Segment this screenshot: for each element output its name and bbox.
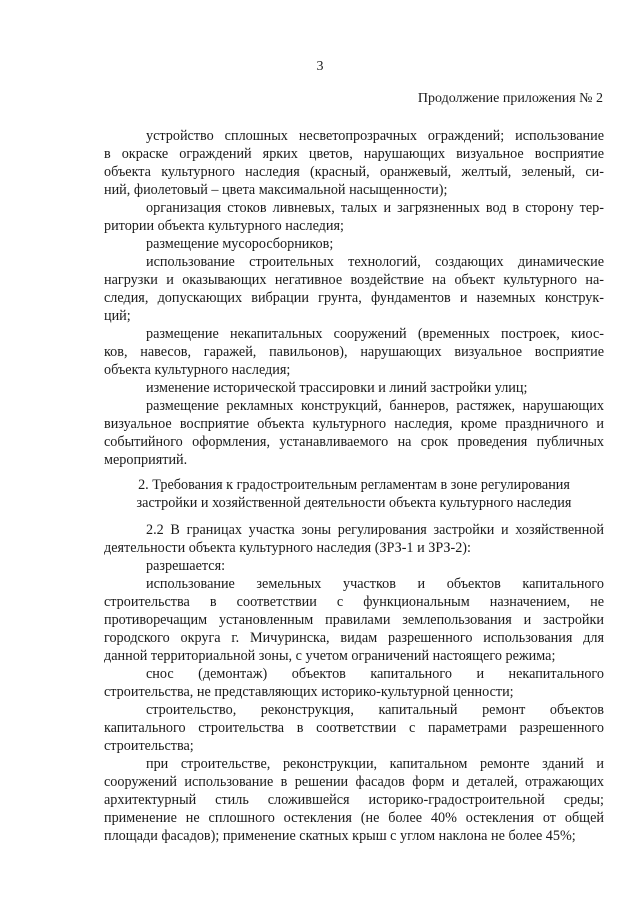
text-line: разрешается: bbox=[146, 558, 226, 574]
text-line: объекта культурного наследия (красный, оранжевый, желтый, зеленый, си- bbox=[104, 163, 604, 180]
text-line: изменение исторической трассировки и линий застройки улиц; bbox=[146, 380, 528, 396]
text-line: размещение рекламных конструкций, баннеров, растяжек, нарушающих bbox=[146, 398, 604, 414]
text-line: площади фасадов); применение скатных крыш с углом наклона не более 45%; bbox=[104, 827, 576, 844]
text-line: использование земельных участков и объектов капитального bbox=[146, 576, 604, 592]
text-line: применение не сплошного остекления (не более 40% остекления от общей bbox=[104, 809, 604, 826]
appendix-continuation-note: Продолжение приложения № 2 bbox=[417, 91, 603, 106]
text-line: в окраске ограждений ярких цветов, нарушающих визуальное восприятие bbox=[104, 145, 604, 162]
text-line: деятельности объекта культурного наследия (ЗРЗ-1 и ЗРЗ-2): bbox=[104, 539, 471, 556]
section-heading bbox=[104, 477, 604, 513]
text-line: ций; bbox=[104, 307, 131, 324]
restriction-paragraph bbox=[104, 200, 604, 236]
text-line: данной территориальной зоны, с учетом ограничений настоящего режима; bbox=[104, 647, 556, 664]
clause-paragraph bbox=[104, 558, 604, 576]
text-line: ний, фиолетовый – цвета максимальной насыщенности); bbox=[104, 181, 448, 198]
text-line: устройство сплошных несветопрозрачных ограждений; использование bbox=[146, 128, 604, 144]
text-line: при строительстве, реконструкции, капитальном ремонте зданий и bbox=[146, 756, 604, 772]
text-line: снос (демонтаж) объектов капитального и некапитального bbox=[146, 666, 604, 682]
text-line: следия, допускающих вибрации грунта, фундаментов и наземных конструк- bbox=[104, 289, 604, 306]
text-line: визуальное восприятие объекта культурного наследия, кроме праздничного и bbox=[104, 415, 604, 432]
text-line: строительства в соответствии с функциональным назначением, не bbox=[104, 593, 604, 610]
text-line: капитального строительства в соответствии с параметрами разрешенного bbox=[104, 719, 604, 736]
restriction-paragraph bbox=[104, 380, 604, 398]
text-line: мероприятий. bbox=[104, 451, 188, 468]
clause-paragraph bbox=[104, 702, 604, 756]
restriction-paragraph bbox=[104, 326, 604, 380]
text-line: городского округа г. Мичуринска, видам разрешенного использования для bbox=[104, 629, 604, 646]
text-line: использование строительных технологий, создающих динамические bbox=[146, 254, 604, 270]
heading-line: 2. Требования к градостроительным регламентам в зоне регулирования bbox=[138, 477, 570, 493]
clause-paragraph bbox=[104, 576, 604, 666]
text-line: строительства, не представляющих историко-культурной ценности; bbox=[104, 683, 514, 700]
text-line: объекта культурного наследия; bbox=[104, 361, 291, 378]
clause-paragraph bbox=[104, 756, 604, 846]
text-line: организация стоков ливневых, талых и загрязненных вод в сторону тер- bbox=[146, 200, 604, 216]
text-line: ритории объекта культурного наследия; bbox=[104, 217, 344, 234]
restriction-paragraph bbox=[104, 236, 604, 254]
text-line: нагрузки и оказывающих негативное воздействие на объект культурного на- bbox=[104, 271, 604, 288]
text-line: размещение мусоросборников; bbox=[146, 236, 334, 252]
text-line: строительства; bbox=[104, 737, 194, 754]
text-line: архитектурный стиль сложившейся историко-градостроительной среды; bbox=[104, 791, 604, 808]
clause-paragraph bbox=[104, 666, 604, 702]
restriction-paragraph bbox=[104, 254, 604, 326]
restriction-paragraph bbox=[104, 128, 604, 200]
heading-line: застройки и хозяйственной деятельности объекта культурного наследия bbox=[136, 494, 572, 511]
text-line: противоречащим установленным правилами землепользования и застройки bbox=[104, 611, 604, 628]
text-line: событийного оформления, устанавливаемого на срок проведения публичных bbox=[104, 433, 604, 450]
text-line: размещение некапитальных сооружений (временных построек, киос- bbox=[146, 326, 604, 342]
page-number: 3 bbox=[316, 59, 324, 74]
text-line: ков, навесов, гаражей, павильонов), нарушающих визуальное восприятие bbox=[104, 343, 604, 360]
text-line: 2.2 В границах участка зоны регулирования застройки и хозяйственной bbox=[146, 522, 604, 538]
text-line: строительство, реконструкция, капитальный ремонт объектов bbox=[146, 702, 604, 718]
clause-paragraph bbox=[104, 522, 604, 558]
restriction-paragraph bbox=[104, 398, 604, 470]
text-line: сооружений использование в решении фасадов форм и деталей, отражающих bbox=[104, 773, 604, 790]
